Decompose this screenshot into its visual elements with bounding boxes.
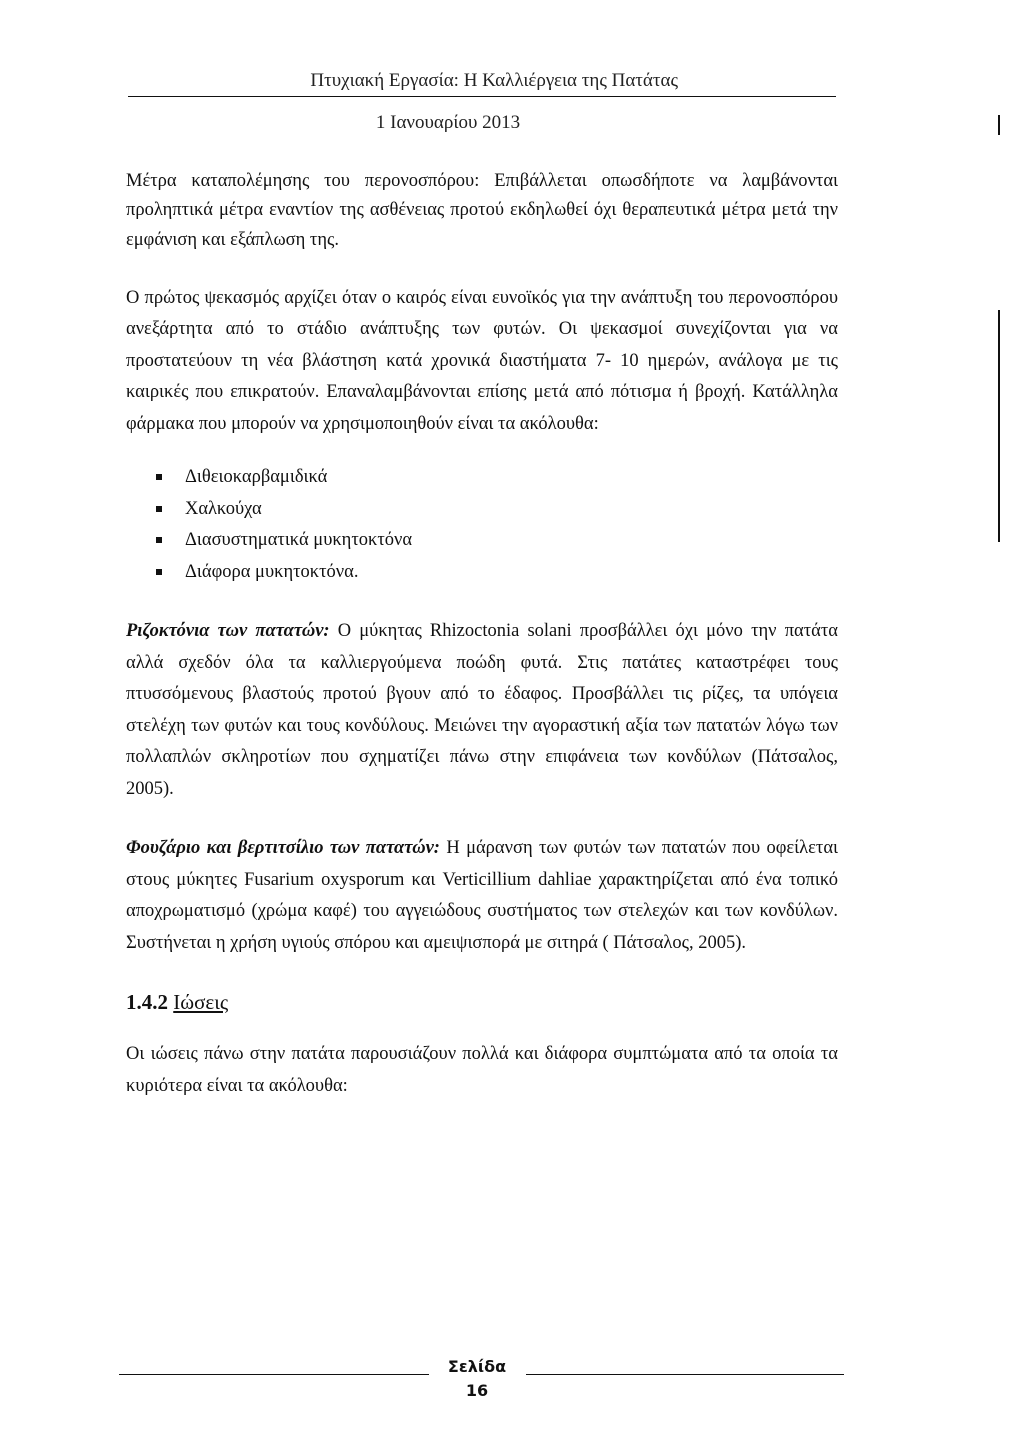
spacer — [126, 959, 838, 987]
page-body — [126, 167, 838, 1102]
section-heading — [126, 987, 838, 1017]
page-number: 16 — [465, 1381, 489, 1400]
section-title: Ιώσεις — [173, 990, 229, 1015]
page-footer — [0, 1353, 1024, 1413]
list-item — [126, 494, 838, 526]
header-rule — [128, 96, 836, 97]
term-fusarium: Φουζάριο και βερτιτσίλιο των πατατών: — [126, 838, 440, 859]
header-date-text: 1 Ιανουαρίου 2013 — [375, 112, 521, 133]
spacer — [126, 1017, 838, 1039]
paragraph-spraying: Ο πρώτος ψεκασμός αρχίζει όταν ο καιρός είναι ευνοϊκός για την ανάπτυξη του περονοσπόρου ανεξάρτητα από το στάδιο ανάπτυξης των φυτών. Οι ψεκασμοί συνεχίζονται για να προστατεύουν τη νέα βλάστηση κατά χρονικά διαστήματα 7- 10 ημερών, ανάλογα με τις καιρικές που επικρατούν. Επαναλαμβάνονται επίσης μετά από πότισμα ή βροχή. Κατάλληλα φάρμακα που μπορούν να χρησιμοποιηθούν είναι τα ακόλουθα: — [126, 287, 838, 434]
spacer — [126, 805, 838, 833]
running-header-date — [0, 112, 1024, 134]
list-item-label: Διθειοκαρβαμιδικά — [185, 467, 328, 488]
bullet-square-icon — [156, 537, 162, 543]
list-item-label: Χαλκούχα — [185, 498, 262, 519]
margin-mark — [998, 115, 1000, 135]
margin-mark — [998, 310, 1000, 542]
paragraph-fusarium — [126, 833, 838, 959]
running-header-title — [0, 70, 974, 92]
header-title-text: Πτυχιακή Εργασία: Η Καλλιέργεια της Πατάτας — [310, 70, 678, 91]
fusarium-text: Η μάρανση των φυτών των πατατών που οφείλεται στους μύκητες Fusarium oxysporum και Verticillium dahliae χαρακτηρίζεται από ένα τοπικό αποχρωματισμό (χρώμα καφέ) του αγγειώδους συστήματος των στελεχών και των κονδύλων. Συστήνεται η χρήση υγιούς σπόρου και αμειψισπορά με σιτηρά ( Πάτσαλος, 2005). — [126, 838, 839, 953]
spacer — [126, 440, 838, 462]
list-item — [126, 557, 838, 589]
term-rhizoctonia: Ριζοκτόνια των πατατών: — [126, 621, 330, 642]
rhizoctonia-text: Ο μύκητας Rhizoctonia solani προσβάλλει όχι μόνο την πατάτα αλλά σχεδόν όλα τα καλλιεργούμενα ποώδη φυτά. Στις πατάτες καταστρέφει τους πτυσσόμενους βλαστούς προτού βγουν από το έδαφος. Προσβάλλει τις ρίζες, τα υπόγεια στελέχη των φυτών και τους κονδύλους. Μειώνει την αγοραστική αξία των πατατών λόγω των πολλαπλών σκληροτίων που σχηματίζει πάνω στην επιφάνεια των κονδύλων (Πάτσαλος, 2005). — [126, 621, 838, 799]
bullet-square-icon — [156, 474, 162, 480]
page-number-block — [430, 1355, 524, 1403]
footer-rule — [526, 1374, 844, 1375]
page-label: Σελίδα — [447, 1357, 507, 1376]
paragraph-rhizoctonia — [126, 616, 838, 805]
list-item-label: Διασυστηματικά μυκητοκτόνα — [185, 530, 413, 551]
section-number: 1.4.2 — [126, 990, 168, 1015]
list-item — [126, 462, 838, 494]
spacer — [126, 255, 838, 283]
list-item — [126, 525, 838, 557]
bullet-square-icon — [156, 506, 162, 512]
bullet-square-icon — [156, 569, 162, 575]
fungicide-list — [126, 462, 838, 588]
paragraph-viruses: Οι ιώσεις πάνω στην πατάτα παρουσιάζουν πολλά και διάφορα συμπτώματα από τα οποία τα κυριότερα είναι τα ακόλουθα: — [126, 1044, 838, 1096]
paragraph-control-measures: Μέτρα καταπολέμησης του περονοσπόρου: Επιβάλλεται οπωσδήποτε να λαμβάνονται προληπτικά μέτρα εναντίον της ασθένειας προτού εκδηλωθεί όχι θεραπευτικά μέτρα μετά την εμφάνιση και εξάπλωση της. — [126, 171, 838, 250]
footer-rule — [119, 1374, 429, 1375]
list-item-label: Διάφορα μυκητοκτόνα. — [185, 561, 359, 582]
spacer — [126, 588, 838, 616]
